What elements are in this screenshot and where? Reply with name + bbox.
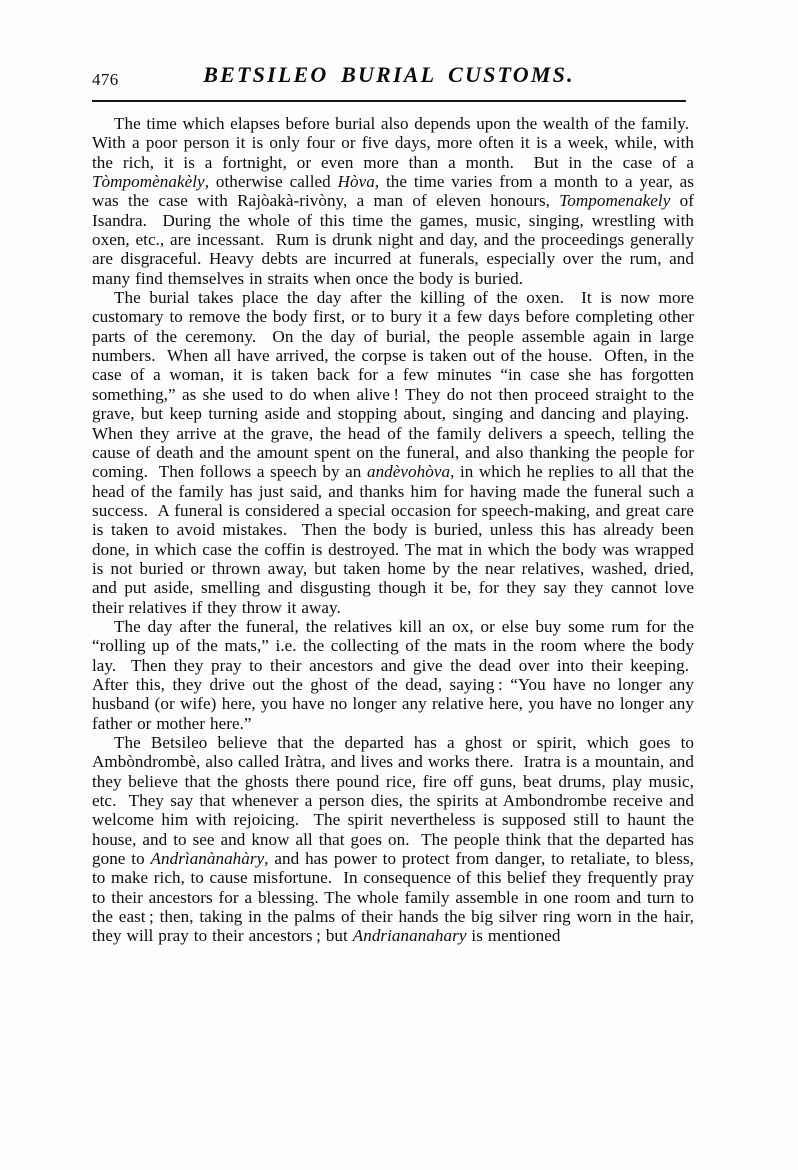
running-title: BETSILEO BURIAL CUSTOMS. <box>203 62 575 87</box>
folio-page-number: 476 <box>92 70 119 89</box>
paragraph: The time which elapses before burial also depends upon the wealth of the family. With a poor person it is only four or five days, more often it is a week, while, with the rich, it is a fortnight, or even more than a month. But in the case of a Tòmpomènakèly, otherwise called Hòva, the time varies from a month to a year, as was the case with Rajòakà-rivòny, a man of eleven honours, Tompomenakely of Isandra. During the whole of this time the games, music, singing, wrestling with oxen, etc., are incessant. Rum is drunk night and day, and the proceedings generally are disgraceful. Heavy debts are incurred at funerals, especially over the rum, and many find themselves in straits when once the body is buried. <box>92 114 694 288</box>
paragraph: The Betsileo believe that the departed has a ghost or spirit, which goes to Ambòndrombè, also called Iràtra, and lives and works there. Iratra is a mountain, and they believe that the ghosts there pound rice, fire off guns, beat drums, play music, etc. They say that whenever a person dies, the spirits at Ambondrombe receive and welcome him with rejoicing. The spirit nevertheless is supposed still to haunt the house, and to see and know all that goes on. The people think that the departed has gone to Andrìanànahàry, and has power to protect from danger, to retaliate, to bless, to make rich, to cause misfortune. In consequence of this belief they frequently pray to their ancestors for a blessing. The whole family assemble in one room and turn to the east ; then, taking in the palms of their hands the big silver ring worn in the hair, they will pray to their ancestors ; but Andriananahary is mentioned <box>92 733 694 946</box>
body-text-block <box>92 114 694 946</box>
header-rule <box>92 100 686 102</box>
paragraph: The burial takes place the day after the killing of the oxen. It is now more customary to remove the body first, or to bury it a few days before completing other parts of the ceremony. On the day of burial, the people assemble again in large numbers. When all have arrived, the corpse is taken out of the house. Often, in the case of a woman, it is taken back for a few minutes “in case she has forgotten something,” as she used to do when alive ! They do not then proceed straight to the grave, but keep turning aside and stopping about, singing and dancing and playing. When they arrive at the grave, the head of the family delivers a speech, telling the cause of death and the amount spent on the funeral, and also thanking the people for coming. Then follows a speech by an andèvohòva, in which he replies to all that the head of the family has just said, and thanks him for having made the funeral such a success. A funeral is considered a special occasion for speech-making, and great care is taken to avoid mistakes. Then the body is buried, unless this has already been done, in which case the coffin is destroyed. The mat in which the body was wrapped is not buried or thrown away, but taken home by the near relatives, washed, dried, and put aside, smelling and disgusting though it be, for they say they cannot love their relatives if they throw it away. <box>92 288 694 617</box>
paragraph: The day after the funeral, the relatives kill an ox, or else buy some rum for the “rolling up of the mats,” i.e. the collecting of the mats in the room where the body lay. Then they pray to their ancestors and give the dead over into their keeping. After this, they drive out the ghost of the dead, saying : “You have no longer any husband (or wife) here, you have no longer any relative here, you have no longer any father or mother here.” <box>92 616 694 733</box>
page-header <box>92 62 686 96</box>
